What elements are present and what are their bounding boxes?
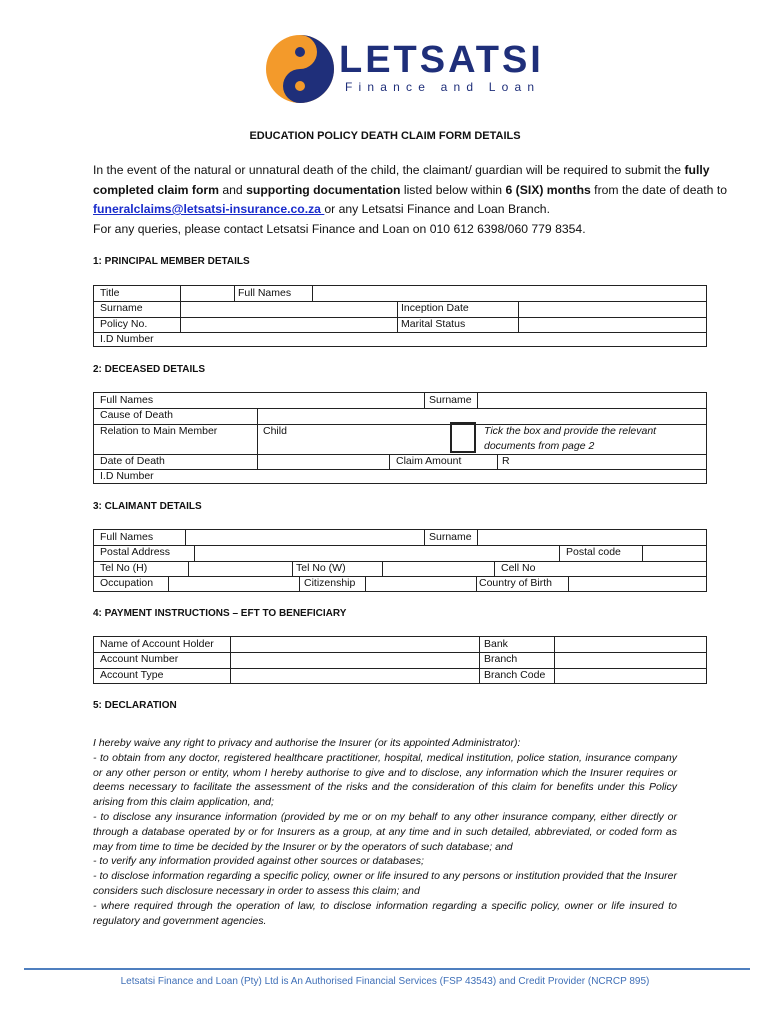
declaration-line: - where required through the operation of law, to disclose information regarding a specific policy, owner or life insured to regulatory and government agencies. xyxy=(93,899,677,927)
label-cell-no: Cell No xyxy=(501,562,536,574)
payment-details-table xyxy=(93,636,707,684)
label-policy-no: Policy No. xyxy=(100,318,148,330)
label-surname: Surname xyxy=(429,531,472,543)
intro-text-part: In the event of the natural or unnatural death of the child, the claimant/ guardian will be required to submit the xyxy=(93,163,685,177)
intro-text-part: or any Letsatsi Finance and Loan Branch. xyxy=(324,202,550,216)
principal-member-table xyxy=(93,285,707,347)
label-account-number: Account Number xyxy=(100,653,179,665)
label-surname: Surname xyxy=(100,302,143,314)
claim-amount-currency: R xyxy=(502,455,510,467)
label-bank: Bank xyxy=(484,638,508,650)
label-account-holder: Name of Account Holder xyxy=(100,638,214,650)
label-id-number: I.D Number xyxy=(100,333,154,345)
intro-bold-supporting-docs: supporting documentation xyxy=(246,182,401,197)
label-surname: Surname xyxy=(429,394,472,406)
intro-text-part: from the date of death to xyxy=(590,182,727,197)
tick-box-note: Tick the box and provide the relevant documents from page 2 xyxy=(484,425,657,452)
intro-text-part: and xyxy=(218,182,247,197)
intro-text-part: listed below within xyxy=(400,182,506,197)
section-heading-declaration: 5: DECLARATION xyxy=(93,700,177,711)
label-id-number: I.D Number xyxy=(100,470,154,482)
label-relation: Relation to Main Member xyxy=(100,425,218,437)
label-branch-code: Branch Code xyxy=(484,669,546,681)
label-inception-date: Inception Date xyxy=(401,302,469,314)
label-branch: Branch xyxy=(484,653,518,665)
intro-bold-six-months: 6 (SIX) months xyxy=(505,182,591,197)
section-heading-claimant: 3: CLAIMANT DETAILS xyxy=(93,501,202,512)
deceased-details-table xyxy=(93,392,707,484)
relation-tick-box[interactable] xyxy=(450,422,476,453)
page-title: EDUCATION POLICY DEATH CLAIM FORM DETAILS xyxy=(249,130,521,142)
label-marital-status: Marital Status xyxy=(401,318,466,330)
label-citizenship: Citizenship xyxy=(304,577,356,589)
section-heading-deceased: 2: DECEASED DETAILS xyxy=(93,364,206,375)
claims-email-link[interactable]: funeralclaims@letsatsi-insurance.co.za xyxy=(93,202,325,216)
label-postal-address: Postal Address xyxy=(100,546,171,558)
company-logo xyxy=(265,34,545,104)
declaration-line: - to obtain from any doctor, registered healthcare practitioner, hospital, medical institution, police station, insurance company or any other person or entity, whom I hereby authorise to give and to disclose, any information which the Insurer requires or deems necessary to facilitate the assessment of the risks and the consideration of this claim for benefits under this Policy arising from this claim application, and; xyxy=(93,751,677,809)
brand-name: LETSATSI xyxy=(339,39,544,81)
label-full-names: Full Names xyxy=(100,531,154,543)
label-title: Title xyxy=(100,287,120,299)
intro-contact-text: For any queries, please contact Letsatsi Finance and Loan on 010 612 6398/060 779 8354. xyxy=(93,221,586,236)
label-tel-home: Tel No (H) xyxy=(100,562,148,574)
label-account-type: Account Type xyxy=(100,669,164,681)
label-cause-of-death: Cause of Death xyxy=(100,409,173,421)
label-postal-code: Postal code xyxy=(566,546,621,558)
footer-text: Letsatsi Finance and Loan (Pty) Ltd is An Authorised Financial Services (FSP 43543) and Credit Provider (NCRCP 895) xyxy=(120,976,650,987)
footer-divider xyxy=(24,968,750,970)
brand-tagline: Finance and Loan xyxy=(345,80,541,94)
declaration-line: - to disclose any insurance information (provided by me or on my behalf to any other insurance company, either directly or through a database operated by or for Insurers as a group, at any time and in such detailed, abbreviated, or coded form as may from time to time be decided by the Insurer or by the operators of such database; and xyxy=(93,810,677,853)
label-full-names: Full Names xyxy=(238,287,292,299)
declaration-line: I hereby waive any right to privacy and authorise the Insurer (or its appointed Administrator): xyxy=(93,737,521,749)
label-country-of-birth: Country of Birth xyxy=(479,577,552,589)
section-heading-principal: 1: PRINCIPAL MEMBER DETAILS xyxy=(93,256,250,267)
section-heading-payment: 4: PAYMENT INSTRUCTIONS – EFT TO BENEFICIARY xyxy=(93,608,347,619)
declaration-line: - to disclose information regarding a specific policy, owner or life insured to any persons or institution provided that the Insurer considers such disclosure necessary in order to assess this claim; and xyxy=(93,870,677,897)
label-full-names: Full Names xyxy=(100,394,154,406)
label-claim-amount: Claim Amount xyxy=(396,455,462,467)
label-occupation: Occupation xyxy=(100,577,154,589)
relation-value: Child xyxy=(263,425,287,437)
label-date-of-death: Date of Death xyxy=(100,455,165,467)
sun-moon-logo-icon xyxy=(265,34,335,104)
label-tel-work: Tel No (W) xyxy=(296,562,346,574)
declaration-text xyxy=(93,736,677,928)
declaration-line: - to verify any information provided against other sources or databases; xyxy=(93,855,424,868)
intro-bold-claim-form: fully completed claim form xyxy=(93,163,710,197)
intro-text xyxy=(93,161,743,239)
claimant-details-table xyxy=(93,529,707,592)
